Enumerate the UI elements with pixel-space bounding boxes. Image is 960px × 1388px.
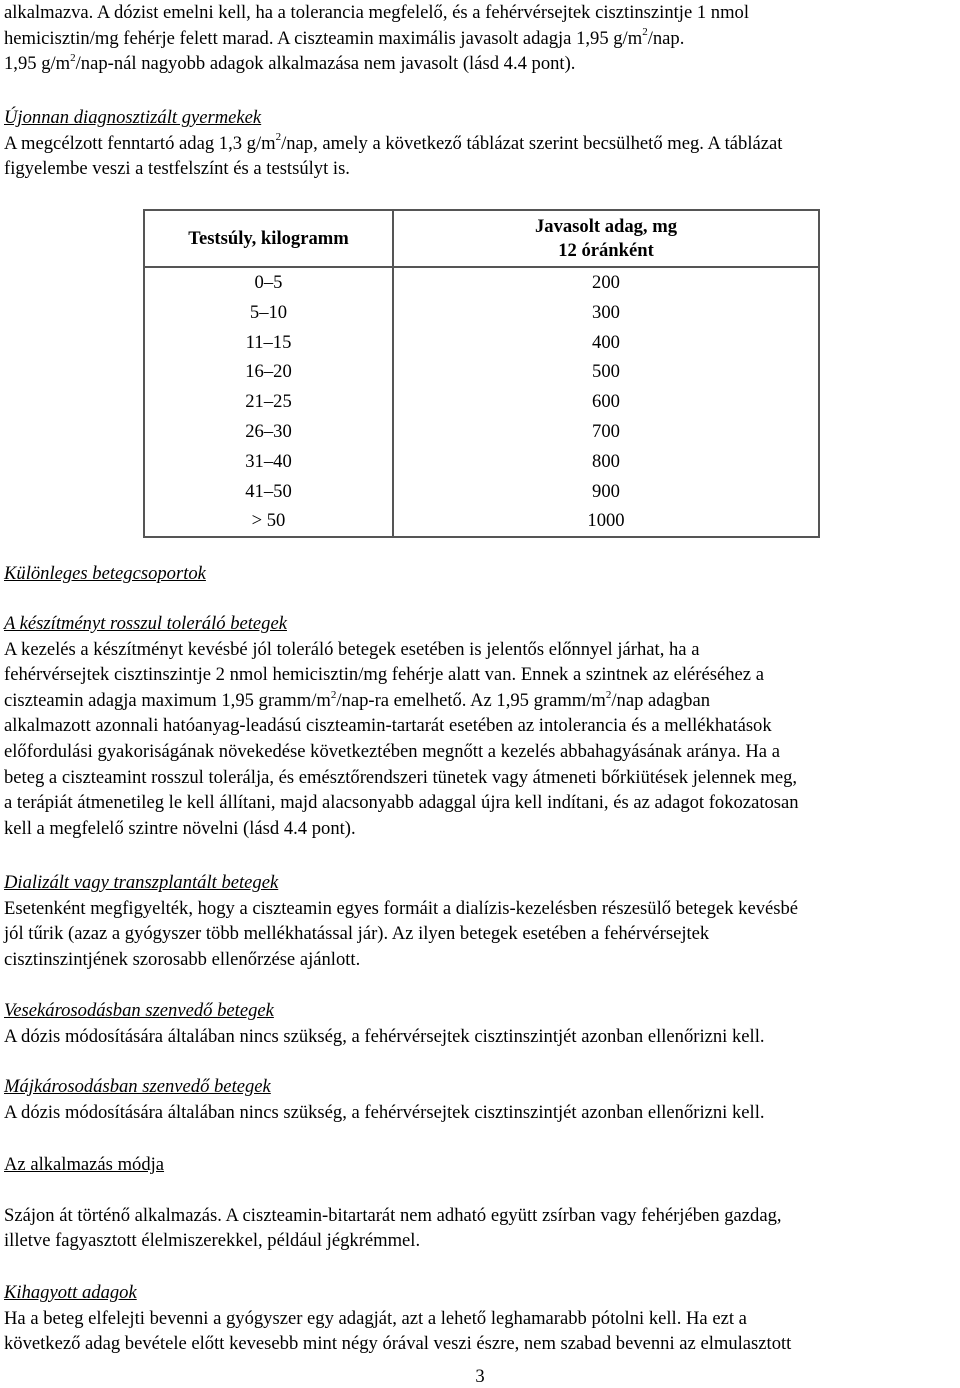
body-text: kell a megfelelő szintre növelni (lásd 4.4 pont). xyxy=(4,817,356,839)
dialysis-section xyxy=(4,870,958,972)
intro-paragraph xyxy=(4,0,749,77)
body-text: beteg a ciszteamint rosszul tolerálja, és emésztőrendszeri tünetek vagy átmeneti bőrkiütések jelennek meg, xyxy=(4,766,798,788)
dose-cell: 300 xyxy=(592,301,620,323)
intro-line: /nap. xyxy=(647,27,685,49)
weight-cell: 21–25 xyxy=(144,387,393,417)
dose-cell: 800 xyxy=(592,450,620,472)
body-text: A megcélzott fenntartó adag 1,3 g/m xyxy=(4,132,276,154)
intro-line: alkalmazva. A dózist emelni kell, ha a tolerancia megfelelő, és a fehérvérsejtek cisztinszintje 1 nmol xyxy=(4,2,750,23)
dose-cell: 600 xyxy=(592,391,620,413)
body-text: a terápiát átmenetileg le kell állítani, majd alacsonyabb adaggal újra kell indítani, és az adagot fokozatosan xyxy=(4,792,799,814)
renal-heading: Vesekárosodásban szenvedő betegek xyxy=(4,1000,274,1021)
dose-cell: 1000 xyxy=(587,510,625,532)
body-text: Szájon át történő alkalmazás. A ciszteamin-bitartarát nem adható együtt zsírban vagy fehérjében gazdag, xyxy=(4,1204,782,1226)
dialysis-heading: Dializált vagy transzplantált betegek xyxy=(4,872,279,893)
admin-heading: Az alkalmazás módja xyxy=(4,1154,165,1175)
weight-column-header: Testsúly, kilogramm xyxy=(144,210,393,267)
body-text: /nap adagban xyxy=(611,689,710,711)
superscript: 2 xyxy=(70,52,76,64)
intolerant-heading: A készítményt rosszul toleráló betegek xyxy=(4,613,287,634)
superscript: 2 xyxy=(642,26,648,39)
body-text: A dózis módosítására általában nincs szükség, a fehérvérsejtek cisztinszintjét azonban ellenőrizni kell. xyxy=(4,1025,765,1047)
weight-cell: 26–30 xyxy=(144,417,393,447)
table-row xyxy=(144,447,819,477)
body-text: figyelembe veszi a testfelszínt és a testsúlyt is. xyxy=(4,158,350,180)
dose-cell: 400 xyxy=(592,331,620,353)
renal-section xyxy=(4,998,958,1049)
table-row xyxy=(144,477,819,507)
table-header-row xyxy=(144,210,819,267)
missed-doses-heading: Kihagyott adagok xyxy=(4,1282,137,1303)
body-text: Ha a beteg elfelejti bevenni a gyógyszer egy adagját, azt a lehető leghamarabb pótolni kell. Ha ezt a xyxy=(4,1307,747,1329)
dose-column-header: Javasolt adag, mg 12 óránként xyxy=(393,210,819,267)
weight-cell: 41–50 xyxy=(144,477,393,507)
weight-cell: > 50 xyxy=(144,506,393,537)
body-text: ciszteamin adagja maximum 1,95 gramm/m xyxy=(4,689,331,711)
superscript: 2 xyxy=(275,131,282,144)
table-row xyxy=(144,387,819,417)
dose-cell: 700 xyxy=(592,420,620,442)
body-text: előfordulási gyakoriságának növekedése következtében megnőtt a kezelés abbahagyásának aránya. Ha a xyxy=(4,740,780,762)
body-text: cisztinszintjének szorosabb ellenőrzése ajánlott. xyxy=(4,948,361,970)
intro-line: hemicisztin/mg fehérje felett marad. A ciszteamin maximális javasolt adagja 1,95 g/m xyxy=(4,27,643,49)
weight-cell: 11–15 xyxy=(144,328,393,358)
table-row xyxy=(144,417,819,447)
weight-cell: 0–5 xyxy=(144,267,393,298)
newly-diagnosed-heading: Újonnan diagnosztizált gyermekek xyxy=(4,107,262,128)
dose-cell: 900 xyxy=(592,480,620,502)
superscript: 2 xyxy=(605,688,612,701)
body-text: A dózis módosítására általában nincs szükség, a fehérvérsejtek cisztinszintjét azonban ellenőrizni kell. xyxy=(4,1101,765,1123)
body-text: A kezelés a készítményt kevésbé jól toleráló betegek esetében is jelentős előnnyel járhat, ha a xyxy=(4,638,700,660)
table-row xyxy=(144,298,819,328)
dose-cell: 500 xyxy=(592,361,620,383)
superscript: 2 xyxy=(330,688,337,701)
table-row xyxy=(144,267,819,298)
body-text: következő adag bevétele előtt kevesebb mint négy órával veszi észre, nem szabad bevenni az elmulasztott xyxy=(4,1333,792,1355)
body-text: jól tűrik (azaz a gyógyszer több mellékhatással jár). Az ilyen betegek esetében a fehérvérsejtek xyxy=(4,923,710,945)
special-groups-heading: Különleges betegcsoportok xyxy=(4,563,206,584)
body-text: fehérvérsejtek cisztinszintje 2 nmol hemicisztin/mg fehérje alatt van. Ennek a szintnek az eléréséhez a xyxy=(4,664,764,686)
body-text: /nap, amely a következő táblázat szerint becsülhető meg. A táblázat xyxy=(281,132,783,154)
table-row xyxy=(144,357,819,387)
missed-doses-section xyxy=(4,1280,958,1357)
intolerant-section xyxy=(4,611,958,841)
body-text: /nap-ra emelhető. Az 1,95 gramm/m xyxy=(336,689,606,711)
weight-cell: 31–40 xyxy=(144,447,393,477)
intro-line: /nap-nál nagyobb adagok alkalmazása nem javasolt (lásd 4.4 pont). xyxy=(75,53,576,75)
hepatic-heading: Májkárosodásban szenvedő betegek xyxy=(4,1076,271,1097)
body-text: alkalmazott azonnali hatóanyag-leadású ciszteamin-tartarát esetében az intolerancia és a mellékhatások xyxy=(4,715,772,737)
body-text: Esetenként megfigyelték, hogy a ciszteamin egyes formáit a dialízis-kezelésben részesülő betegek kevésbé xyxy=(4,897,799,919)
table-row xyxy=(144,328,819,358)
dose-table xyxy=(143,209,820,538)
intro-line: 1,95 g/m xyxy=(4,53,71,75)
newly-diagnosed-section xyxy=(4,105,958,182)
table-row xyxy=(144,506,819,537)
weight-cell: 16–20 xyxy=(144,357,393,387)
admin-section xyxy=(4,1152,958,1254)
body-text: illetve fagyasztott élelmiszerekkel, például jégkrémmel. xyxy=(4,1230,421,1252)
hepatic-section xyxy=(4,1074,958,1125)
special-groups-section xyxy=(4,561,958,587)
weight-cell: 5–10 xyxy=(144,298,393,328)
page-number: 3 xyxy=(475,1366,485,1387)
dose-cell: 200 xyxy=(592,272,620,293)
